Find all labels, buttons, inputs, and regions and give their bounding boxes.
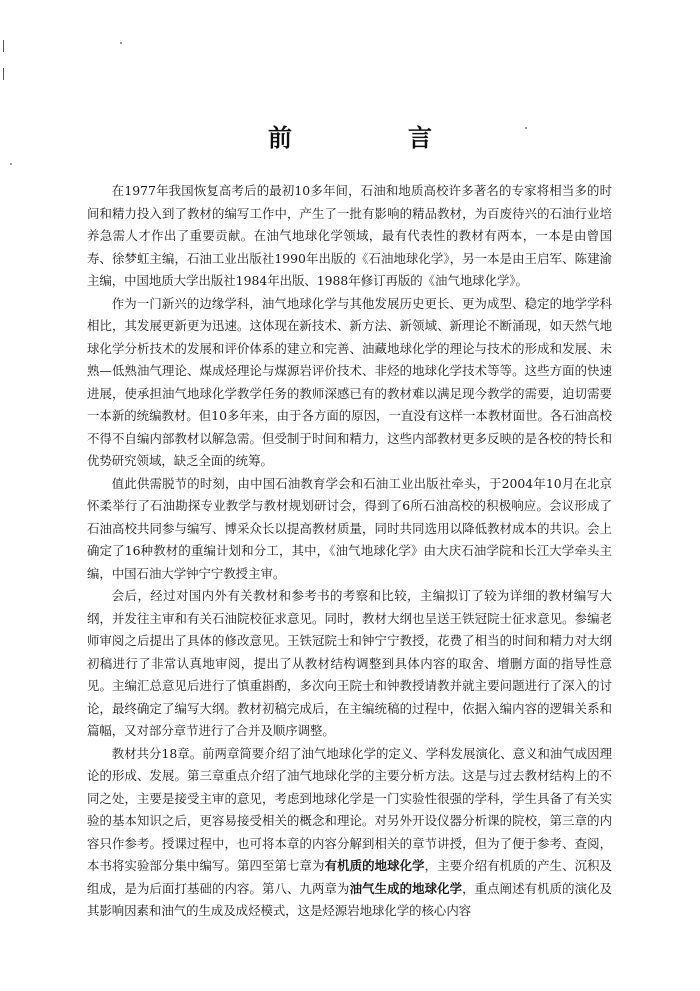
- scan-speck: [10, 163, 12, 165]
- paragraph: 值此供需脱节的时刻，由中国石油教育学会和石油工业出版社牵头，于2004年10月在北京怀柔举行了石油勘探专业教学与教材规划研讨会，得到了6所石油高校的积极响应。会议形成了石油高校共同参与编写、博采众长以提高教材质量，同时共同选用以降低教材成本的共识。会上确定了16种教材的重编计划和分工，其中，《油气地球化学》由大庆石油学院和长江大学牵头主编，中国石油大学钟宁宁教授主审。: [87, 475, 612, 581]
- paragraph: 会后，经过对国内外有关教材和参考书的考察和比较，主编拟订了较为详细的教材编写大纲，并发往主审和有关石油院校征求意见。同时，教材大纲也呈送王铁冠院士征求意见。参编老师审阅之后提出了具体的修改意见。王铁冠院士和钟宁宁教授，花费了相当的时间和精力对大纲初稿进行了非常认真地审阅，提出了从教材结构调整到具体内容的取舍、增删方面的指导性意见。主编汇总意见后进行了慎重斟酌，多次向王院士和钟教授请教并就主要问题进行了深入的讨论，最终确定了编写大纲。教材初稿完成后，在主编统稿的过程中，依据入编内容的逻辑关系和篇幅，又对部分章节进行了合并及顺序调整。: [87, 588, 612, 738]
- paragraph: 在1977年我国恢复高考后的最初10多年间，石油和地质高校许多著名的专家将相当多的时间和精力投入到了教材的编写工作中，产生了一批有影响的精品教材，为百废待兴的石油行业培养急需人才作出了重要贡献。在油气地球化学领域，最有代表性的教材有两本，一本是由曾国寿、徐梦虹主编，石油工业出版社1990年出版的《石油地球化学》，另一本是由王启军、陈建渝主编，中国地质大学出版社1984年出版、1988年修订再版的《油气地球化学》。: [87, 183, 612, 288]
- scan-speck: [120, 42, 122, 44]
- paragraph: [87, 743, 612, 923]
- emphasis-text: 有机质的地球化学: [324, 858, 425, 873]
- scan-edge-mark: [3, 68, 4, 80]
- paragraph-text: 教材共分18章。前两章简要介绍了油气地球化学的定义、学科发展演化、意义和油气成因理论的形成、发展。第三章重点介绍了油气地球化学的主要分析方法。这是与过去教材结构上的不同之处，主要是接受主审的意见，考虑到地球化学是一门实验性很强的学科，学生具备了有关实验的基本知识之后，更容易接受相关的概念和理论。对另外开设仪器分析课的院校，第三章的内容只作参考。授课过程中，也可将本章的内容分解到相关的章节讲授，但为了便于参考、查阅，本书将实验部分集中编写。第四至第七章为: [87, 745, 612, 873]
- paragraph-text: ，重点阐述有机质的演化及其影响因素和油气的生成及成烃模式，这是烃源岩地球化学的核心内容: [87, 880, 613, 918]
- paragraph: 作为一门新兴的边缘学科，油气地球化学与其他发展历史更长、更为成型、稳定的地学学科相比，其发展更新更为迅速。这体现在新技术、新方法、新领域、新理论不断涌现，如天然气地球化学分析技术的发展和评价体系的建立和完善、油藏地球化学的理论与技术的形成和发展、未熟—低熟油气理论、煤成烃理论与煤源岩评价技术、非烃的地球化学技术等等。这些方面的快速进展，使承担油气地球化学教学任务的教师深感已有的教材难以满足现今教学的需要，迫切需要一本新的统编教材。但10多年来，由于各方面的原因，一直没有这样一本教材面世。各石油高校不得不自编内部教材以解急需。但受制于时间和精力，这些内部教材更多反映的是各校的特长和优势研究领域，缺乏全面的统筹。: [87, 295, 612, 468]
- emphasis-text: 油气生成的地球化学: [349, 880, 463, 896]
- paragraph-text: ，主要介绍有机质的产生、沉积及组成，是为后面打基础的内容。第八、九两章为: [87, 858, 613, 896]
- page-title: 前 言: [268, 123, 478, 152]
- body-text: [87, 180, 612, 923]
- scan-edge-mark: [3, 40, 4, 52]
